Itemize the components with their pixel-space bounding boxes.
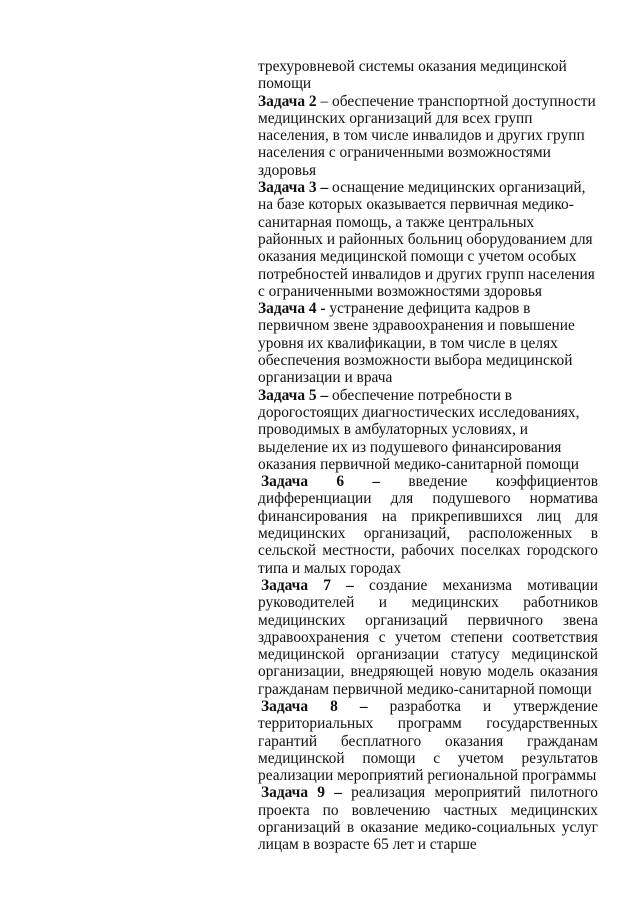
task-3-paragraph xyxy=(258,179,598,300)
task-4-paragraph xyxy=(258,300,598,386)
task-5-text: обеспечение потребности в дорогостоящих диагностических исследованиях, проводимых в амбулаторных условиях, и выделение их из подушевого финансирования оказания первичной медико-санитарной помощи xyxy=(258,386,580,473)
task-8-label: Задача 8 – xyxy=(261,697,368,715)
task-2-paragraph xyxy=(258,93,598,179)
task-6-label: Задача 6 – xyxy=(261,473,381,491)
task-2-label: Задача 2 xyxy=(258,92,317,110)
task-7-paragraph xyxy=(258,577,598,698)
task-6-text: введение коэффициентов дифференциации для подушевого норматива финансирования на прикрепившихся лиц для медицинских организаций, расположенных в сельской местности, рабочих поселках городского типа и малых городах xyxy=(258,473,598,577)
task-5-label: Задача 5 – xyxy=(258,386,329,404)
task-7-label: Задача 7 – xyxy=(261,576,354,594)
task-4-label: Задача 4 - xyxy=(258,300,326,318)
task-9-label: Задача 9 – xyxy=(261,784,342,802)
task-3-label: Задача 3 – xyxy=(258,179,329,197)
task-4-text: устранение дефицита кадров в первичном звене здравоохранения и повышение уровня их квалификации, в том числе в целях обеспечения возможности выбора медицинской организации и врача xyxy=(258,300,575,387)
intro-paragraph: трехуровневой системы оказания медицинской помощи xyxy=(258,58,567,93)
task-9-text: реализация мероприятий пилотного проекта по вовлечению частных медицинских организаций в оказание медико-социальных услуг лицам в возрасте 65 лет и старше xyxy=(258,784,599,854)
task-8-paragraph xyxy=(258,698,598,784)
task-3-text: оснащение медицинских организаций, на базе которых оказывается первичная медико-санитарная помощь, а также центральных районных и районных больниц оборудованием для оказания медицинской помощи с учетом особых потребностей инвалидов и других групп населения с ограниченными возможностями здоровья xyxy=(258,179,595,300)
text-column xyxy=(258,58,598,854)
task-6-paragraph xyxy=(258,473,598,577)
task-9-paragraph xyxy=(258,784,598,853)
task-7-text: создание механизма мотивации руководителей и медицинских работников медицинских организаций первичного звена здравоохранения с учетом степени соответствия медицинской организации статусу медицинской организации, внедряющей новую модель оказания гражданам первичной медико-санитарной помощи xyxy=(258,576,598,698)
task-8-text: разработка и утверждение территориальных программ государственных гарантий бесплатного оказания гражданам медицинской помощи с учетом результатов реализации мероприятий региональной программы xyxy=(258,697,598,785)
task-5-paragraph xyxy=(258,387,598,473)
task-2-text: – обеспечение транспортной доступности медицинских организаций для всех групп населения, в том числе инвалидов и других групп населения с ограниченными возможностями здоровья xyxy=(258,92,596,179)
